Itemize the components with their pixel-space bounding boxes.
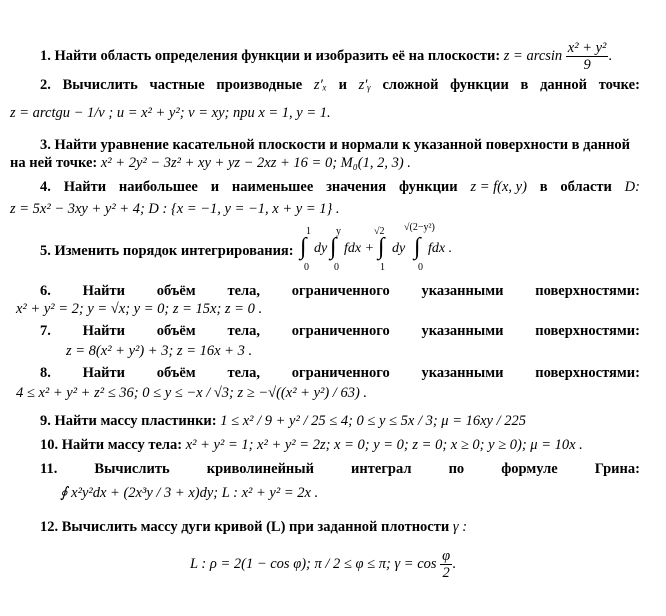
integral-expression: ∫ 1 0 dy ∫ y 0 fdx + ∫ √2 1 dy ∫ √(2−y²) 0 fdx . xyxy=(300,222,453,273)
problem-6: 6. Найти объём тела, ограниченного указанными поверхностями: xyxy=(40,283,640,299)
problem-2: 2. Вычислить частные производные z′ₓ и z′ᵧ сложной функции в данной точке: xyxy=(40,77,640,93)
problem-11: 11. Вычислить криволинейный интеграл по формуле Грина: xyxy=(40,461,640,477)
problem-6-formula: x² + y² = 2; y = √x; y = 0; z = 15x; z = 0 . xyxy=(16,301,263,317)
fraction: $\frac{\text{x² + y²}}{9}$ xyxy=(567,40,607,73)
problem-3: 3. Найти уравнение касательной плоскости и нормали к указанной поверхности в данной xyxy=(40,137,631,153)
problem-11-formula: ∮ x²y²dx + (2x³y / 3 + x)dy; L : x² + y² = 2x . xyxy=(60,485,319,501)
problem-5: 5. Изменить порядок интегрирования: xyxy=(40,243,294,259)
problem-number: 1. xyxy=(40,47,51,64)
problem-7: 7. Найти объём тела, ограниченного указанными поверхностями: xyxy=(40,323,640,339)
problem-4-formula: z = 5x² − 3xy + y² + 4; D : {x = −1, y = −1, x + y = 1} . xyxy=(10,201,340,217)
problem-10: 10. Найти массу тела: x² + y² = 1; x² + y² = 2z; x = 0; y = 0; z = 0; x ≥ 0; y ≥ 0); μ = 10x . xyxy=(40,437,583,453)
problem-12: 12. Вычислить массу дуги кривой (L) при заданной плотности γ : xyxy=(40,519,468,535)
problem-number: 2. xyxy=(40,77,51,93)
problem-8-formula: 4 ≤ x² + y² + z² ≤ 36; 0 ≤ y ≤ −x / √3; z ≥ −√((x² + y²) / 63) . xyxy=(16,385,368,401)
formula: z = arcsin xyxy=(503,47,563,64)
problem-2-formula: z = arctgu − 1/v ; u = x² + y²; v = xy; при x = 1, y = 1. xyxy=(10,105,331,121)
problem-4: 4. Найти наибольшее и наименьшее значения функции z = f(x, y) в области D: xyxy=(40,179,640,195)
problem-1: 1. Найти область определения функции и изобразить её на плоскости: z = arcsin $\frac{\text{x² + y²}}{9}$ . xyxy=(40,40,613,73)
problem-7-formula: z = 8(x² + y²) + 3; z = 16x + 3 . xyxy=(66,343,253,359)
problem-12-formula: L : ρ = 2(1 − cos φ); π / 2 ≤ φ ≤ π; γ = cos $\frac{\varphi}{2}$ . xyxy=(190,548,456,581)
fraction: $\frac{\varphi}{2}$ xyxy=(442,548,451,581)
problem-8: 8. Найти объём тела, ограниченного указанными поверхностями: xyxy=(40,365,640,381)
problem-9: 9. Найти массу пластинки: 1 ≤ x² / 9 + y² / 25 ≤ 4; 0 ≤ y ≤ 5x / 3; μ = 16xy / 225 xyxy=(40,413,527,429)
problem-3-line2: на ней точке: x² + 2y² − 3z² + xy + yz − 2xz + 16 = 0; M₀(1, 2, 3) . xyxy=(10,155,411,171)
problem-text: Найти область определения функции и изобразить её на плоскости: xyxy=(54,47,501,64)
